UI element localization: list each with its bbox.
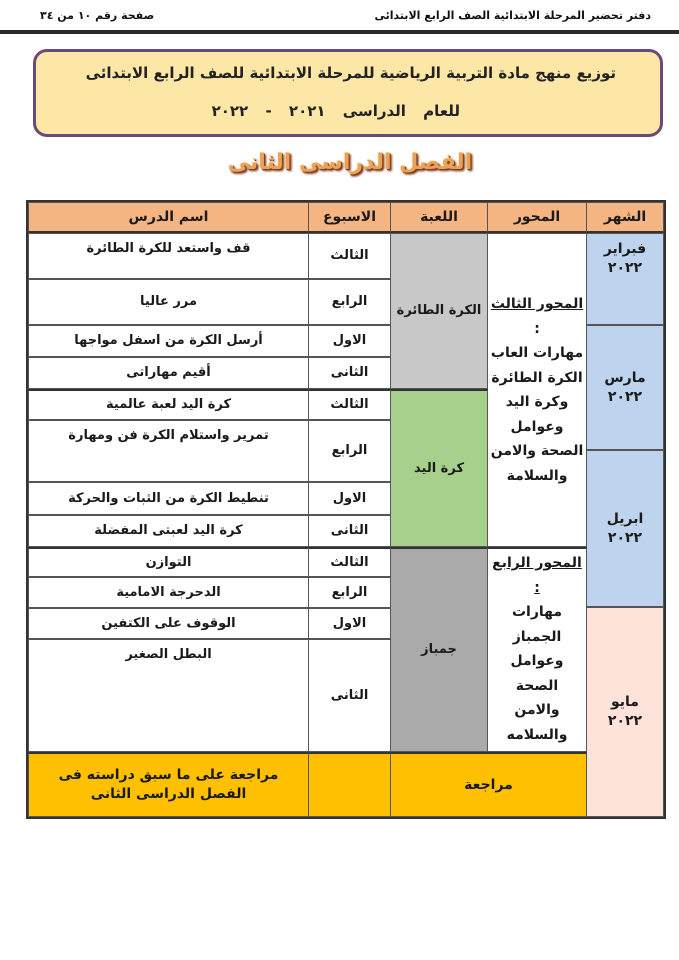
document-title: دفتر تحضير المرحلة الابتدائية الصف الرابع الابتدائى: [374, 9, 651, 22]
axis-line: الصحة: [515, 677, 559, 694]
lesson-cell: الدحرجة الامامية: [28, 577, 309, 608]
axis-line: الصحة والامن: [490, 443, 584, 459]
section-title: الفصل الدراسى الثانى: [227, 150, 473, 175]
month-year: ٢٠٢٢: [607, 713, 643, 729]
axis-line: وعوامل: [510, 653, 564, 669]
lesson-cell: تمرير واستلام الكرة فن ومهارة: [28, 420, 309, 482]
lesson-cell: تنطيط الكرة من الثبات والحركة: [28, 482, 309, 515]
axis-line: والسلامه: [506, 726, 568, 743]
year-from: ٢٠٢١: [288, 102, 326, 120]
game-handball: كرة اليد: [390, 389, 488, 547]
lesson-cell: الوقوف على الكتفين: [28, 608, 309, 639]
header-axis: المحور: [487, 202, 587, 233]
game-volleyball: الكرة الطائرة: [390, 233, 488, 389]
month-year: ٢٠٢٢: [607, 529, 643, 546]
lesson-cell: البطل الصغير: [28, 639, 309, 752]
month-name: فبراير: [603, 241, 647, 257]
month-may: [586, 607, 664, 817]
week-cell: الثانى: [308, 639, 391, 752]
axis-line: مهارات العاب: [490, 345, 584, 361]
month-name: مايو: [611, 694, 639, 711]
month-year: ٢٠٢٢: [607, 388, 643, 405]
week-cell: الثالث: [308, 547, 391, 577]
month-february: [586, 233, 664, 325]
axis-colon: :: [534, 320, 540, 337]
month-name: ابريل: [606, 510, 644, 527]
title-box: [33, 49, 663, 137]
review-lesson: [28, 752, 309, 817]
lesson-cell: أقيم مهاراتى: [28, 357, 309, 389]
header-week: الاسبوع: [308, 202, 391, 233]
lesson-cell: كرة اليد لعبة عالمية: [28, 389, 309, 420]
month-name: مارس: [604, 369, 646, 386]
week-cell: الثالث: [308, 389, 391, 420]
header-game: اللعبة: [390, 202, 488, 233]
month-year: ٢٠٢٢: [607, 259, 643, 276]
header-lesson: اسم الدرس: [28, 202, 309, 233]
week-cell: الاول: [308, 325, 391, 357]
month-march: [586, 325, 664, 450]
review-label: مراجعة: [390, 752, 587, 817]
year-dash: -: [265, 102, 272, 120]
page-number: صفحة رقم ١٠ من ٣٤: [40, 9, 155, 22]
month-april: [586, 450, 664, 607]
review-week-empty: [308, 752, 391, 817]
lesson-cell: أرسل الكرة من اسفل مواجها: [28, 325, 309, 357]
week-cell: الرابع: [308, 420, 391, 482]
page-header: [0, 0, 679, 34]
year-to: ٢٠٢٢: [211, 102, 249, 120]
lesson-cell: كرة اليد لعبتى المفضلة: [28, 515, 309, 547]
axis-line: الكرة الطائرة: [491, 369, 583, 386]
axis-line: وكرة اليد: [505, 394, 569, 410]
week-cell: الاول: [308, 482, 391, 515]
axis-line: مهارات: [511, 604, 563, 620]
week-cell: الرابع: [308, 279, 391, 325]
axis-third: [487, 233, 587, 547]
review-lesson-line-2: الفصل الدراسى الثانى: [90, 786, 247, 802]
axis-title: المحور الثالث: [490, 296, 584, 312]
review-lesson-line-1: مراجعة على ما سبق دراسته فى: [58, 767, 279, 784]
week-cell: الثانى: [308, 515, 391, 547]
title-line-2: [212, 102, 460, 120]
week-cell: الاول: [308, 608, 391, 639]
axis-line: الجمباز: [512, 628, 562, 645]
header-month: الشهر: [586, 202, 664, 233]
axis-line: والامن: [514, 702, 560, 718]
axis-line: وعوامل: [510, 418, 564, 435]
header-divider: [0, 30, 679, 34]
lesson-cell: قف واستعد للكرة الطائرة: [28, 233, 309, 279]
axis-title: المحور الرابع :: [492, 555, 582, 596]
axis-fourth: [487, 547, 587, 752]
academic-year-label: للعام الدراسى: [342, 102, 460, 120]
game-gymnastics: جمباز: [390, 547, 488, 752]
lesson-cell: مرر عاليا: [28, 279, 309, 325]
week-cell: الرابع: [308, 577, 391, 608]
lesson-cell: التوازن: [28, 547, 309, 577]
curriculum-table: [26, 200, 666, 819]
week-cell: الثالث: [308, 233, 391, 279]
week-cell: الثانى: [308, 357, 391, 389]
axis-line: والسلامة: [506, 467, 568, 484]
title-line-1: توزيع منهج مادة التربية الرياضية للمرحلة الابتدائية للصف الرابع الابتدائى: [85, 64, 616, 82]
